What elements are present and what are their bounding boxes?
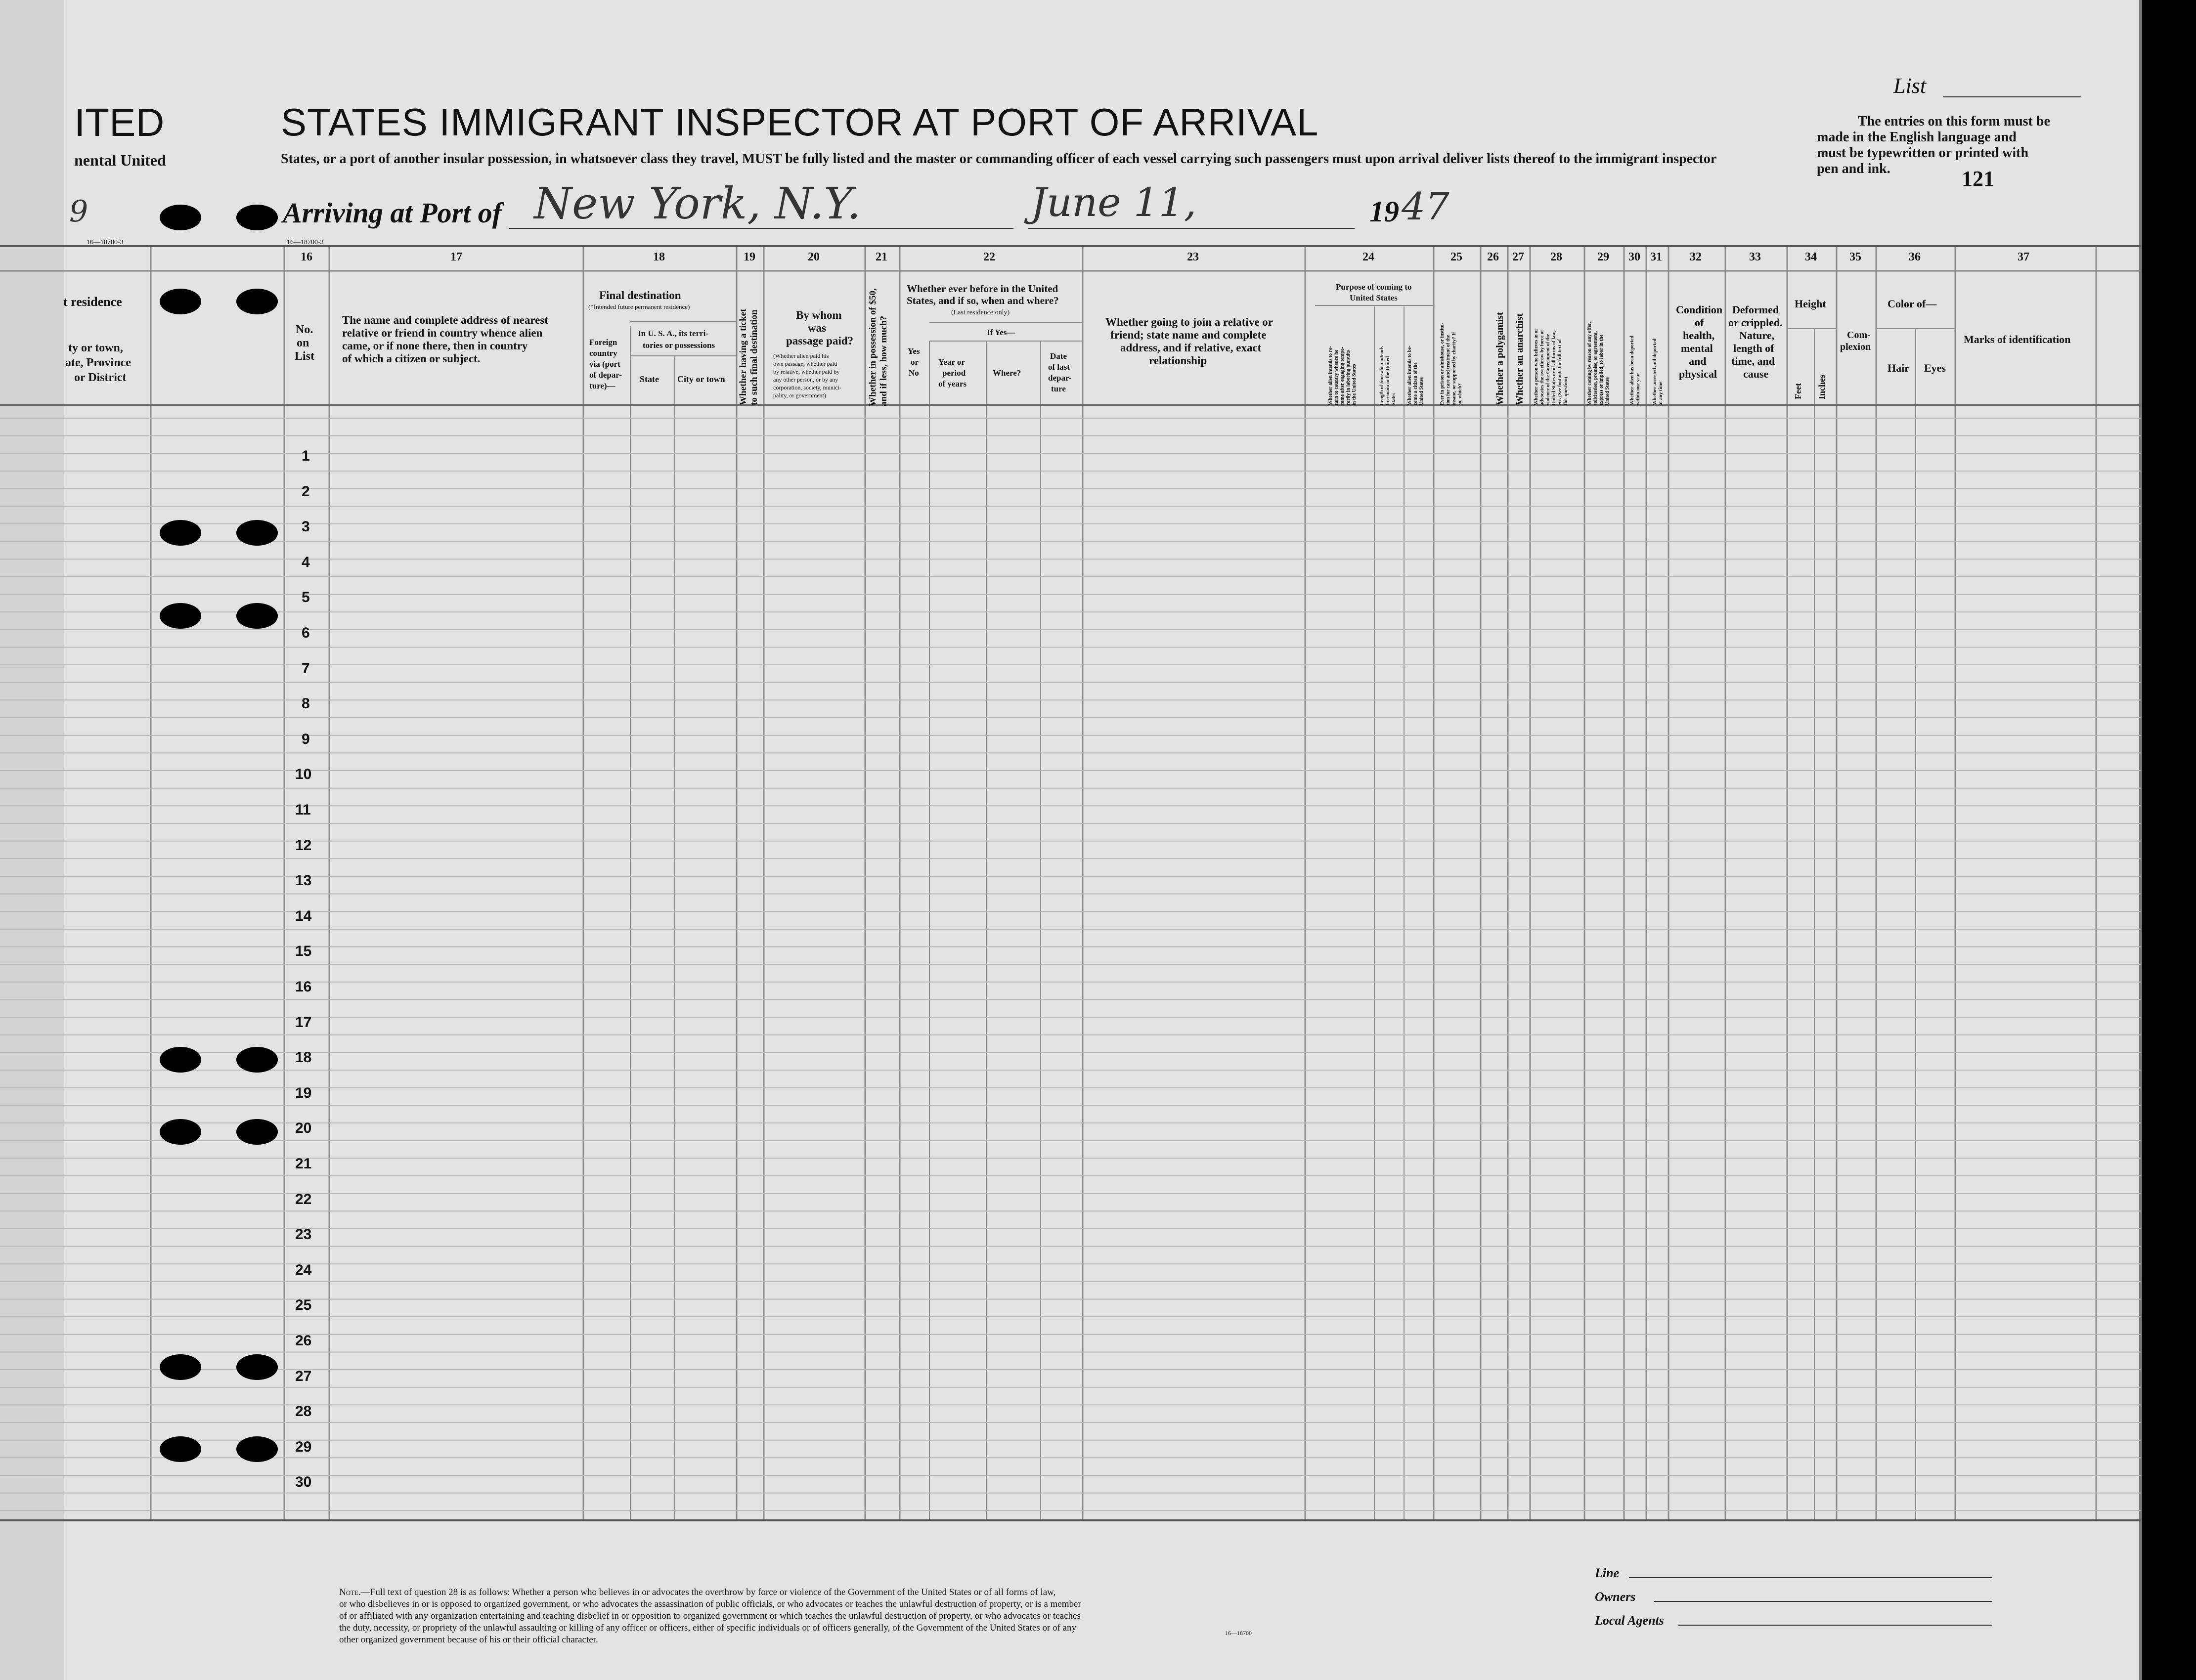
c28-line-3: violence of the Government of the [1545, 334, 1551, 405]
footer-note-1 [339, 1588, 1055, 1597]
row-number-3: 3 [302, 518, 310, 535]
column-number-16: 16 [301, 251, 312, 263]
col18-state: State [640, 374, 659, 384]
c31-line-2: at any time [1658, 382, 1664, 405]
col19-label-1: Whether having a ticket [738, 308, 748, 405]
footer-form-code: 16—18700 [1225, 1630, 1252, 1637]
punch-hole [160, 289, 201, 314]
c30-line-2: within one year [1635, 372, 1641, 405]
col24-return-note [1328, 346, 1358, 405]
col24-title-1: Purpose of coming to [1336, 282, 1412, 292]
col33-label-5: time, and [1731, 355, 1775, 367]
c28-line-6: this question) [1563, 377, 1569, 405]
col18-city: City or town [677, 374, 725, 384]
col36-colorof: Color of— [1888, 298, 1937, 310]
footer-note-line-2: or who disbelieves in or is opposed to organized government, or who advocates the assassination of public officials, or who advocates or teaches the unlawful destruction of property, or is a member [339, 1599, 1081, 1609]
left-residence-1: t residence [63, 295, 122, 309]
row-number-17: 17 [295, 1014, 312, 1031]
form-subtitle: States, or a port of another insular possession, in whatsoever class they travel, MUST be fully listed and the master or commanding officer of each vessel carrying such passengers must upon arrival deliver lists thereof to the immigrant inspector [281, 151, 1717, 167]
row-number-9: 9 [302, 731, 310, 747]
col16-label-3: List [295, 350, 315, 363]
c24a-line-1: Whether alien intends to re- [1328, 346, 1333, 405]
col34-inches: Inches [1817, 374, 1827, 399]
col18-foreign-2: country [589, 348, 617, 358]
col17-label-3: came, or if none there, then in country [342, 340, 528, 352]
left-residence-4: or District [74, 371, 127, 384]
row-number-10: 10 [295, 766, 312, 783]
c29-line-4: United States [1605, 377, 1610, 405]
col32-label-3: health, [1683, 329, 1715, 342]
row-number-11: 11 [295, 802, 311, 818]
footer-agents-label: Local Agents [1595, 1613, 1664, 1628]
col20-note-3: by relative, whether paid by [773, 368, 840, 375]
footer-note-line-5: other organized government because of his or their official character. [339, 1635, 598, 1645]
col20-note-6: pality, or government) [773, 392, 826, 399]
instructions-4: pen and ink. [1817, 161, 1890, 176]
punch-hole [236, 1047, 278, 1073]
column-number-30: 30 [1628, 251, 1640, 263]
footer-note-line-1: —Full text of question 28 is as follows: Whether a person who believes in or advocates the overthrow by force or violence of the Government of the United States or of all forms of law, [360, 1587, 1056, 1597]
row-number-16: 16 [295, 979, 312, 995]
arriving-label: Arriving at Port of [283, 197, 502, 229]
column-number-24: 24 [1362, 251, 1374, 263]
footer-note-line-4: the duty, necessity, or propriety of the unlawful assaulting or killing of any officer or officers, either of specific individuals or of officers generally, of the Government of the United States or of any [339, 1623, 1077, 1633]
column-number-17: 17 [450, 251, 462, 263]
col22-ifyes: If Yes— [987, 328, 1015, 337]
c25-line-4: so, which? [1457, 383, 1463, 405]
row-number-6: 6 [302, 625, 310, 641]
row-number-22: 22 [295, 1191, 312, 1207]
col22-year-2: period [942, 368, 966, 378]
left-fragment-continental: nental United [74, 151, 166, 169]
col20-label-2: was [808, 322, 827, 334]
column-number-19: 19 [744, 251, 755, 263]
row-number-30: 30 [295, 1474, 312, 1491]
footer-note-label: Note. [339, 1587, 361, 1597]
column-number-34: 34 [1805, 251, 1817, 263]
c30-line-1: Whether alien has been deported [1629, 336, 1635, 405]
c28-line-1: Whether a person who believes in or [1534, 328, 1539, 405]
column-number-31: 31 [1650, 251, 1662, 263]
list-label: List [1893, 74, 1927, 98]
date-handwritten: June 11, [1031, 179, 1197, 225]
column-number-36: 36 [1909, 251, 1921, 263]
c24a-line-4: rarily in laboring pursuits [1346, 350, 1351, 405]
punch-hole [236, 1354, 278, 1380]
col20-note-4: any other person, or by any [773, 376, 838, 383]
col36-eyes: Eyes [1924, 362, 1946, 374]
column-number-20: 20 [808, 251, 820, 263]
col19-label-2: to such final destination [749, 309, 759, 405]
column-number-28: 28 [1550, 251, 1562, 263]
instructions-2: made in the English language and [1817, 129, 2017, 145]
row-number-2: 2 [302, 483, 310, 500]
col22-date-2: of last [1048, 362, 1070, 372]
col24-citizen-note [1407, 345, 1425, 405]
list-number: 121 [1962, 167, 1994, 191]
column-number-27: 27 [1512, 251, 1524, 263]
row-number-23: 23 [295, 1226, 312, 1243]
port-handwritten: New York, N.Y. [534, 178, 861, 229]
col22-date-1: Date [1050, 351, 1067, 361]
punch-hole [236, 520, 278, 546]
year-printed: 19 [1369, 195, 1399, 228]
col21-label-1: Whether in possession of $50, [868, 288, 878, 406]
col32-label-6: physical [1679, 368, 1717, 380]
row-number-13: 13 [295, 872, 312, 889]
col18-title: Final destination [599, 289, 681, 302]
punch-hole [160, 603, 201, 629]
col16-label-1: No. [296, 323, 313, 336]
row-number-15: 15 [295, 943, 312, 960]
col33-label-6: cause [1743, 368, 1769, 380]
left-residence-2: ty or town, [68, 342, 123, 354]
col18-foreign-1: Foreign [589, 338, 617, 347]
col33-label-1: Deformed [1732, 303, 1779, 316]
c24b-line-2: to remain in the United [1385, 356, 1391, 405]
punch-hole [236, 289, 278, 314]
punch-hole [236, 1436, 278, 1462]
column-number-22: 22 [983, 251, 995, 263]
col35-label-2: plexion [1840, 342, 1871, 352]
col29-labor-note [1587, 322, 1611, 405]
punch-hole [160, 1047, 201, 1073]
footer-note-line-3: of or affiliated with any organization entertaining and teaching disbelief in or opposition to organized government or which teaches the unlawful destruction of property, or who advocates or teaches [339, 1611, 1081, 1621]
col22-yesno-1: Yes [908, 346, 920, 356]
punch-hole [236, 205, 278, 230]
row-number-5: 5 [302, 589, 310, 606]
left-fragment-year: 9 [69, 194, 88, 229]
c24b-line-1: Length of time alien intends [1379, 346, 1385, 405]
punch-hole [160, 520, 201, 546]
col35-label-1: Com- [1847, 330, 1871, 341]
col18-foreign-4: of depar- [589, 370, 622, 380]
row-number-18: 18 [295, 1049, 312, 1066]
col22-note: (Last residence only) [951, 309, 1010, 316]
row-number-12: 12 [295, 837, 312, 854]
row-number-7: 7 [302, 660, 310, 677]
left-residence-3: ate, Province [65, 356, 131, 369]
col17-label-2: relative or friend in country whence alien [342, 327, 543, 339]
column-number-23: 23 [1187, 251, 1199, 263]
row-number-20: 20 [295, 1120, 312, 1137]
footer-line-label: Line [1595, 1566, 1620, 1580]
row-number-28: 28 [295, 1403, 312, 1420]
column-number-29: 29 [1597, 251, 1609, 263]
col23-label-3: address, and if relative, exact [1120, 342, 1262, 354]
column-number-33: 33 [1749, 251, 1761, 263]
paper-fold-shadow [0, 0, 64, 1680]
col32-label-5: and [1689, 355, 1707, 367]
row-number-21: 21 [295, 1156, 312, 1172]
col23-label-1: Whether going to join a relative or [1105, 316, 1273, 328]
col24-title-2: United States [1350, 293, 1398, 302]
col22-title-2: States, and if so, when and where? [907, 295, 1059, 306]
form-title: STATES IMMIGRANT INSPECTOR AT PORT OF ARRIVAL [281, 100, 1319, 144]
row-number-27: 27 [295, 1368, 312, 1384]
row-number-14: 14 [295, 907, 312, 924]
row-number-24: 24 [295, 1261, 312, 1278]
row-number-19: 19 [295, 1084, 312, 1101]
col20-note-1: (Whether alien paid his [773, 352, 829, 359]
punch-hole [160, 1119, 201, 1145]
c29-line-3: express or implied, to labor in the [1599, 334, 1604, 405]
col18-foreign-3: via (port [589, 359, 620, 369]
col26-polygamist: Whether a polygamist [1494, 312, 1505, 405]
footer-owners-label: Owners [1595, 1590, 1636, 1604]
col33-label-3: Nature, [1739, 329, 1775, 342]
row-number-25: 25 [295, 1297, 312, 1314]
col33-label-2: or crippled. [1728, 316, 1783, 329]
col28-overthrow-note [1534, 329, 1569, 405]
col20-label-1: By whom [796, 309, 842, 321]
col32-label-2: of [1695, 316, 1704, 329]
c25-line-1: Ever in prison or almshouse, or institu- [1440, 323, 1445, 405]
col20-note-2: own passage, whether paid [773, 360, 837, 367]
col34-feet: Feet [1793, 383, 1803, 399]
col22-yesno-3: No [909, 368, 919, 378]
row-number-8: 8 [302, 695, 310, 712]
col21-label-2: and if less, how much? [878, 315, 889, 406]
col30-deported-note [1629, 336, 1641, 405]
punch-hole [236, 1119, 278, 1145]
column-number-32: 32 [1690, 251, 1702, 263]
column-number-37: 37 [2018, 251, 2029, 263]
col20-label-3: passage paid? [786, 335, 854, 347]
col18-usa-1: In U. S. A., its terri- [638, 329, 709, 338]
instructions-3: must be typewritten or printed with [1817, 145, 2029, 161]
col22-yesno-2: or [911, 357, 919, 367]
col37-marks: Marks of identification [1964, 333, 2071, 345]
col17-label-1: The name and complete address of nearest [342, 314, 548, 326]
col23-label-4: relationship [1149, 354, 1207, 367]
col23-label-2: friend; state name and complete [1110, 329, 1267, 341]
punch-hole [160, 1354, 201, 1380]
c31-line-1: Whether arrested and deported [1652, 339, 1658, 405]
punch-hole [160, 205, 201, 230]
c28-line-2: advocates the overthrow by force or [1539, 329, 1545, 405]
col22-year-3: of years [938, 379, 967, 388]
c24a-line-2: turn to country whence he [1334, 349, 1339, 405]
column-number-25: 25 [1450, 251, 1462, 263]
row-number-26: 26 [295, 1333, 312, 1349]
punch-hole [236, 603, 278, 629]
c24b-line-3: States [1391, 392, 1397, 405]
c24c-line-3: United States [1419, 377, 1424, 405]
instructions-1: The entries on this form must be [1858, 114, 2050, 129]
punch-hole [160, 1436, 201, 1462]
c24a-line-5: in the United States [1352, 364, 1357, 405]
col25-prison-note [1440, 323, 1463, 405]
year-handwritten: 47 [1402, 184, 1449, 228]
col18-usa-2: tories or possessions [643, 341, 715, 350]
form-code-right: 16—18700-3 [287, 239, 324, 246]
col32-label-4: mental [1681, 342, 1713, 354]
col32-label-1: Condition [1676, 303, 1723, 316]
col22-date-4: ture [1051, 384, 1066, 393]
col20-note-5: corporation, society, munici- [773, 384, 841, 391]
col24-length-note [1379, 346, 1397, 405]
row-number-29: 29 [295, 1438, 312, 1455]
col18-foreign-5: ture)— [589, 381, 615, 390]
col18-note: (*Intended future permanent residence) [588, 303, 690, 310]
col22-date-3: depar- [1048, 373, 1072, 383]
column-number-35: 35 [1849, 251, 1861, 263]
c29-line-2: solicitation, promise, or agreement, [1593, 331, 1598, 405]
column-number-26: 26 [1487, 251, 1499, 263]
col31-arrested-note [1652, 339, 1664, 405]
form-code-left: 16—18700-3 [87, 239, 124, 246]
row-number-1: 1 [302, 448, 310, 464]
c24a-line-3: came after engaging tempo- [1340, 346, 1345, 405]
c28-line-5: etc. (See footnote for full text of [1557, 339, 1563, 405]
col17-label-4: of which a citizen or subject. [342, 352, 481, 365]
c24c-line-1: Whether alien intends to be- [1407, 345, 1412, 405]
col34-height: Height [1795, 298, 1826, 310]
col22-where: Where? [993, 368, 1021, 378]
col27-anarchist: Whether an anarchist [1514, 313, 1525, 405]
col36-hair: Hair [1888, 362, 1909, 374]
column-number-18: 18 [653, 251, 665, 263]
c29-line-1: Whether coming by reason of any offer, [1587, 322, 1592, 405]
col16-label-2: on [297, 337, 309, 349]
row-number-4: 4 [302, 554, 310, 570]
column-number-21: 21 [876, 251, 887, 263]
col33-label-4: length of [1733, 342, 1774, 354]
col22-title-1: Whether ever before in the United [907, 283, 1058, 295]
col22-year-1: Year or [938, 357, 965, 367]
c25-line-2: tion for care and treatment of the [1446, 335, 1451, 405]
c25-line-3: insane, or supported by charity? If [1451, 332, 1457, 405]
c28-line-4: United States or of all forms of law, [1551, 331, 1557, 405]
left-fragment-ited: ITED [74, 100, 165, 144]
c24c-line-2: come a citizen of the [1413, 362, 1418, 405]
